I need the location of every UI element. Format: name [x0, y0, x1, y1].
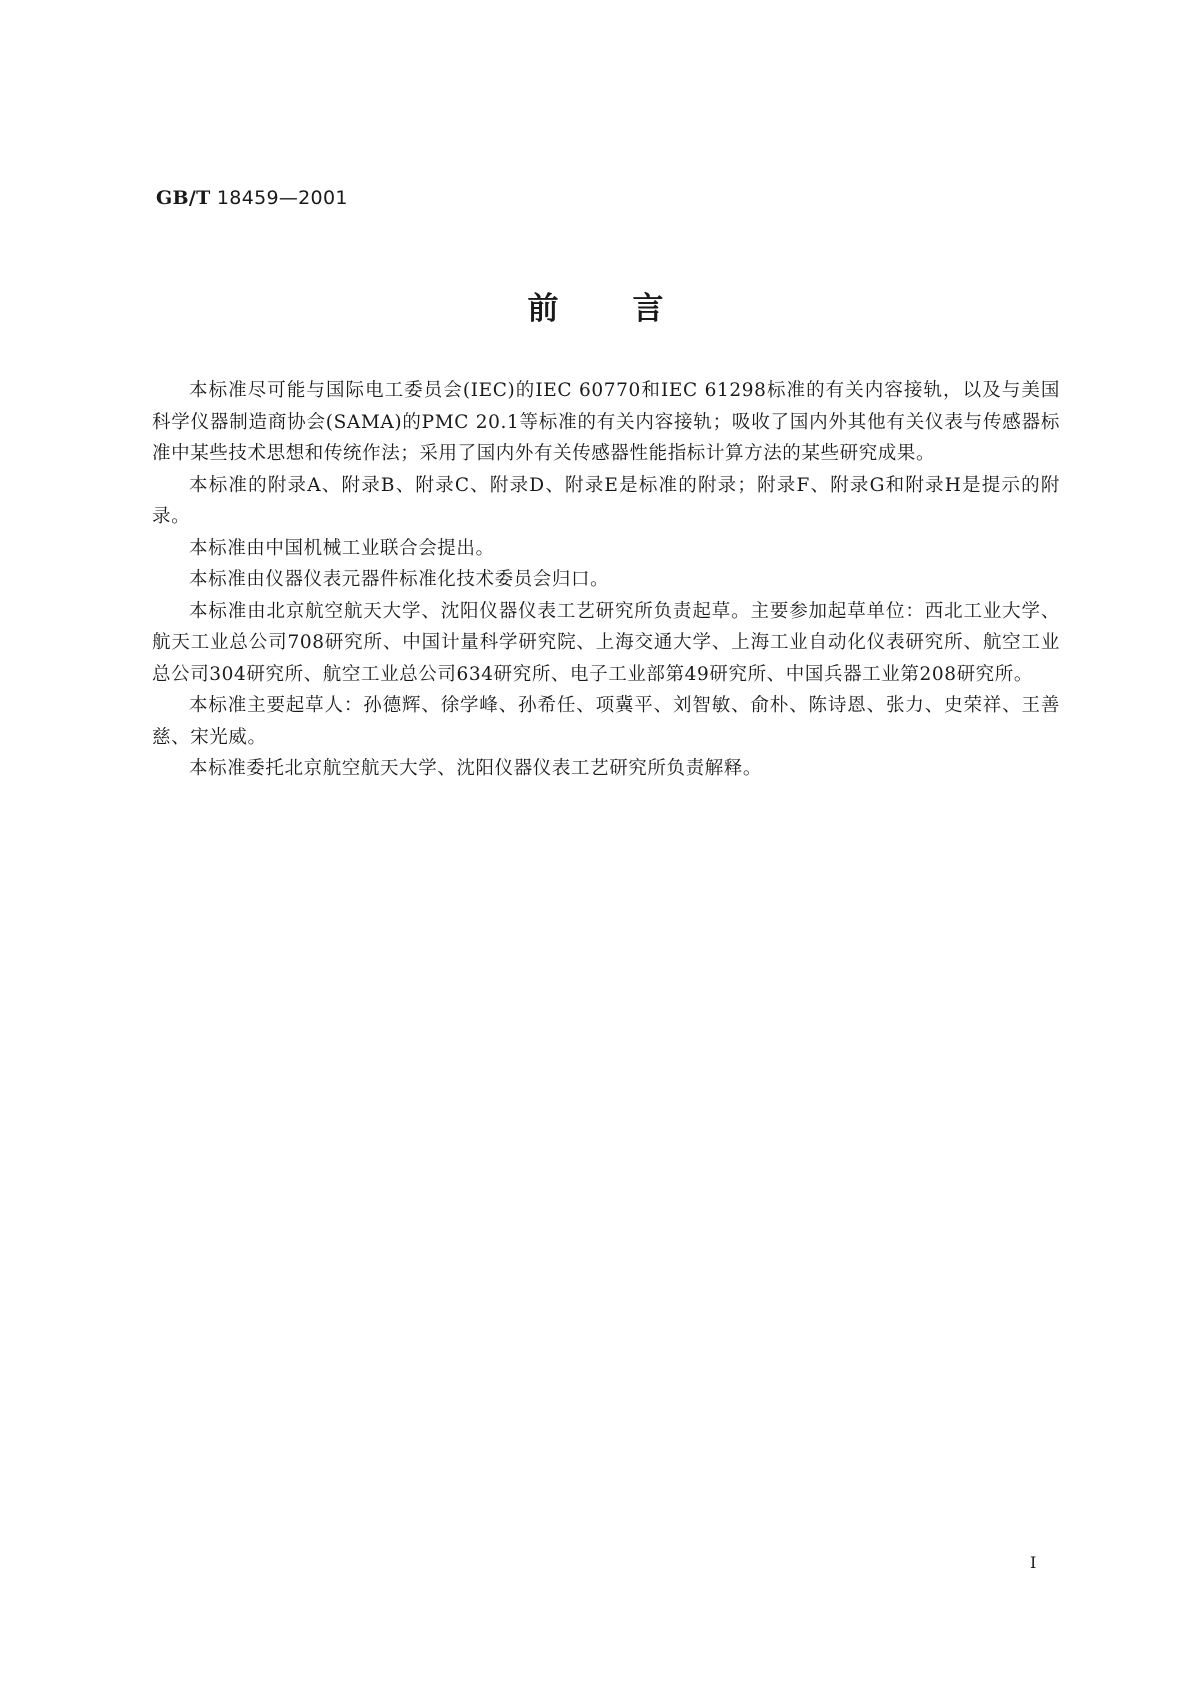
paragraph-alignment: 本标准尽可能与国际电工委员会(IEC)的IEC 60770和IEC 61298标准的有关内容接轨，以及与美国科学仪器制造商协会(SAMA)的PMC 20.1等标准的有关内容接轨；吸收了国内外其他有关仪表与传感器标准中某些技术思想和传统作法；采用了国内外有关传感器性能指标计算方法的某些研究成果。 — [152, 380, 1060, 464]
paragraph-proposer: 本标准由中国机械工业联合会提出。 — [189, 537, 495, 559]
paragraph-drafters: 本标准主要起草人：孙德辉、徐学峰、孙希任、项冀平、刘智敏、俞朴、陈诗恩、张力、史荣祥、王善慈、宋光威。 — [152, 695, 1060, 748]
paragraph-drafting-units: 本标准由北京航空航天大学、沈阳仪器仪表工艺研究所负责起草。主要参加起草单位：西北工业大学、航天工业总公司708研究所、中国计量科学研究院、上海交通大学、上海工业自动化仪表研究所、航空工业总公司304研究所、航空工业总公司634研究所、电子工业部第49研究所、中国兵器工业第208研究所。 — [152, 600, 1060, 685]
paragraph-appendices: 本标准的附录A、附录B、附录C、附录D、附录E是标准的附录；附录F、附录G和附录H是提示的附录。 — [152, 474, 1060, 527]
paragraph-interpretation: 本标准委托北京航空航天大学、沈阳仪器仪表工艺研究所负责解释。 — [189, 758, 763, 779]
standard-code-prefix: GB/T — [156, 187, 211, 209]
foreword-body — [152, 375, 1060, 785]
paragraph-committee: 本标准由仪器仪表元器件标准化技术委员会归口。 — [189, 569, 610, 590]
page-title: 前言 — [527, 291, 738, 327]
page-number: I — [1030, 1553, 1037, 1572]
standard-code-number: 18459—2001 — [216, 187, 348, 209]
standard-code — [156, 187, 348, 209]
